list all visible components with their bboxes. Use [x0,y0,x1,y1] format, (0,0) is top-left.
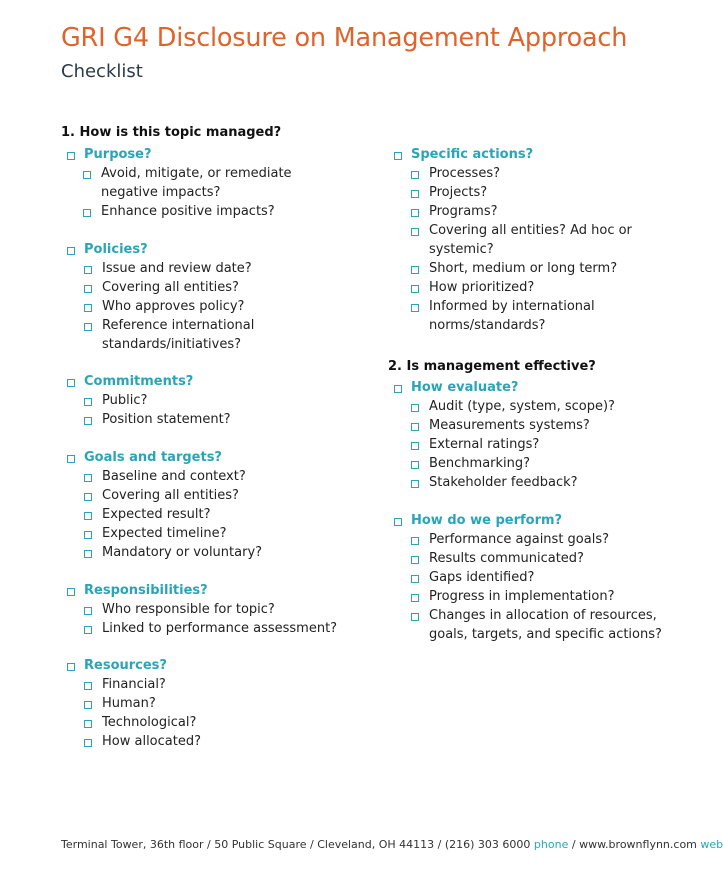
list-item: External ratings? [411,435,661,454]
category-label: Responsibilities? [84,581,374,600]
list-item: Projects? [411,183,641,202]
list-item: Benchmarking? [411,454,661,473]
category-label: How do we perform? [411,511,676,530]
checkbox-icon[interactable] [84,304,92,312]
list-item: Short, medium or long term? [411,259,641,278]
checkbox-icon[interactable] [67,247,75,255]
checkbox-icon[interactable] [411,442,419,450]
checkbox-icon[interactable] [84,398,92,406]
list-item: How prioritized? [411,278,641,297]
checkbox-icon[interactable] [411,594,419,602]
checkbox-icon[interactable] [411,575,419,583]
checkbox-icon[interactable] [394,518,402,526]
checkbox-icon[interactable] [67,379,75,387]
list-item: Stakeholder feedback? [411,473,661,492]
checkbox-icon[interactable] [84,550,92,558]
checkbox-icon[interactable] [411,304,419,312]
list-item: Covering all entities? Ad hoc or systemic? [411,221,641,259]
category-label: Purpose? [84,145,304,164]
list-item: Progress in implementation? [411,587,676,606]
category-label: Goals and targets? [84,448,344,467]
checkbox-icon[interactable] [67,455,75,463]
list-item: How allocated? [84,732,344,751]
list-item: Processes? [411,164,641,183]
checkbox-icon[interactable] [83,171,91,179]
list-item: Expected result? [84,505,344,524]
list-item: Programs? [411,202,641,221]
list-item: Technological? [84,713,344,732]
checkbox-icon[interactable] [84,531,92,539]
footer-web-label: web [700,838,723,851]
footer-website-link[interactable]: www.brownflynn.com [579,838,697,851]
list-item: Avoid, mitigate, or remediate negative impacts? [83,164,304,202]
checkbox-icon[interactable] [84,701,92,709]
category-label: How evaluate? [411,378,661,397]
checkbox-icon[interactable] [411,171,419,179]
checkbox-icon[interactable] [84,720,92,728]
checkbox-icon[interactable] [411,228,419,236]
checkbox-icon[interactable] [411,461,419,469]
checkbox-icon[interactable] [411,480,419,488]
checkbox-icon[interactable] [411,556,419,564]
list-item: Mandatory or voluntary? [84,543,344,562]
checkbox-icon[interactable] [67,152,75,160]
checkbox-icon[interactable] [84,474,92,482]
checkbox-icon[interactable] [411,285,419,293]
category-label: Resources? [84,656,344,675]
group-goals-targets [84,448,344,562]
group-policies [84,240,304,354]
checkbox-icon[interactable] [411,404,419,412]
group-resources [84,656,344,751]
list-item: Measurements systems? [411,416,661,435]
list-item: Changes in allocation of resources, goals, targets, and specific actions? [411,606,676,644]
list-item: Informed by international norms/standards? [411,297,641,335]
checkbox-icon[interactable] [411,537,419,545]
footer-separator: / [571,838,576,851]
checkbox-icon[interactable] [67,588,75,596]
list-item: Covering all entities? [84,486,344,505]
list-item: Human? [84,694,344,713]
list-item: Linked to performance assessment? [84,619,374,638]
list-item: Financial? [84,675,344,694]
checkbox-icon[interactable] [84,493,92,501]
page-title: GRI G4 Disclosure on Management Approach [61,23,628,53]
group-commitments [84,372,344,429]
checkbox-icon[interactable] [411,190,419,198]
checkbox-icon[interactable] [84,607,92,615]
checkbox-icon[interactable] [84,266,92,274]
checkbox-icon[interactable] [394,152,402,160]
checkbox-icon[interactable] [84,626,92,634]
group-how-evaluate [411,378,661,492]
checkbox-icon[interactable] [84,512,92,520]
list-item: Results communicated? [411,549,676,568]
checkbox-icon[interactable] [411,266,419,274]
list-item: Public? [84,391,344,410]
footer-address: Terminal Tower, 36th floor / 50 Public Square / Cleveland, OH 44113 / (216) 303 6000 [61,838,531,851]
group-purpose [84,145,304,221]
list-item: Gaps identified? [411,568,676,587]
checkbox-icon[interactable] [84,417,92,425]
group-specific-actions [411,145,641,335]
list-item: Reference international standards/initiatives? [84,316,304,354]
checkbox-icon[interactable] [67,663,75,671]
list-item: Who responsible for topic? [84,600,374,619]
list-item: Enhance positive impacts? [83,202,304,221]
checkbox-icon[interactable] [84,323,92,331]
checkbox-icon[interactable] [394,385,402,393]
footer-phone-label: phone [533,838,569,851]
group-how-perform [411,511,676,644]
list-item: Expected timeline? [84,524,344,543]
category-label: Specific actions? [411,145,641,164]
category-label: Commitments? [84,372,344,391]
list-item: Who approves policy? [84,297,304,316]
list-item: Issue and review date? [84,259,304,278]
checkbox-icon[interactable] [411,613,419,621]
list-item: Covering all entities? [84,278,304,297]
section-heading-topic-managed: 1. How is this topic managed? [61,125,282,140]
category-label: Policies? [84,240,304,259]
list-item: Baseline and context? [84,467,344,486]
list-item: Position statement? [84,410,344,429]
footer [61,838,723,851]
list-item: Performance against goals? [411,530,676,549]
list-item: Audit (type, system, scope)? [411,397,661,416]
checkbox-icon[interactable] [84,739,92,747]
checkbox-icon[interactable] [84,285,92,293]
checkbox-icon[interactable] [411,423,419,431]
checkbox-icon[interactable] [84,682,92,690]
page-subtitle: Checklist [61,61,143,82]
checkbox-icon[interactable] [411,209,419,217]
group-responsibilities [84,581,374,638]
checkbox-icon[interactable] [83,209,91,217]
section-heading-management-effective: 2. Is management effective? [388,359,596,374]
